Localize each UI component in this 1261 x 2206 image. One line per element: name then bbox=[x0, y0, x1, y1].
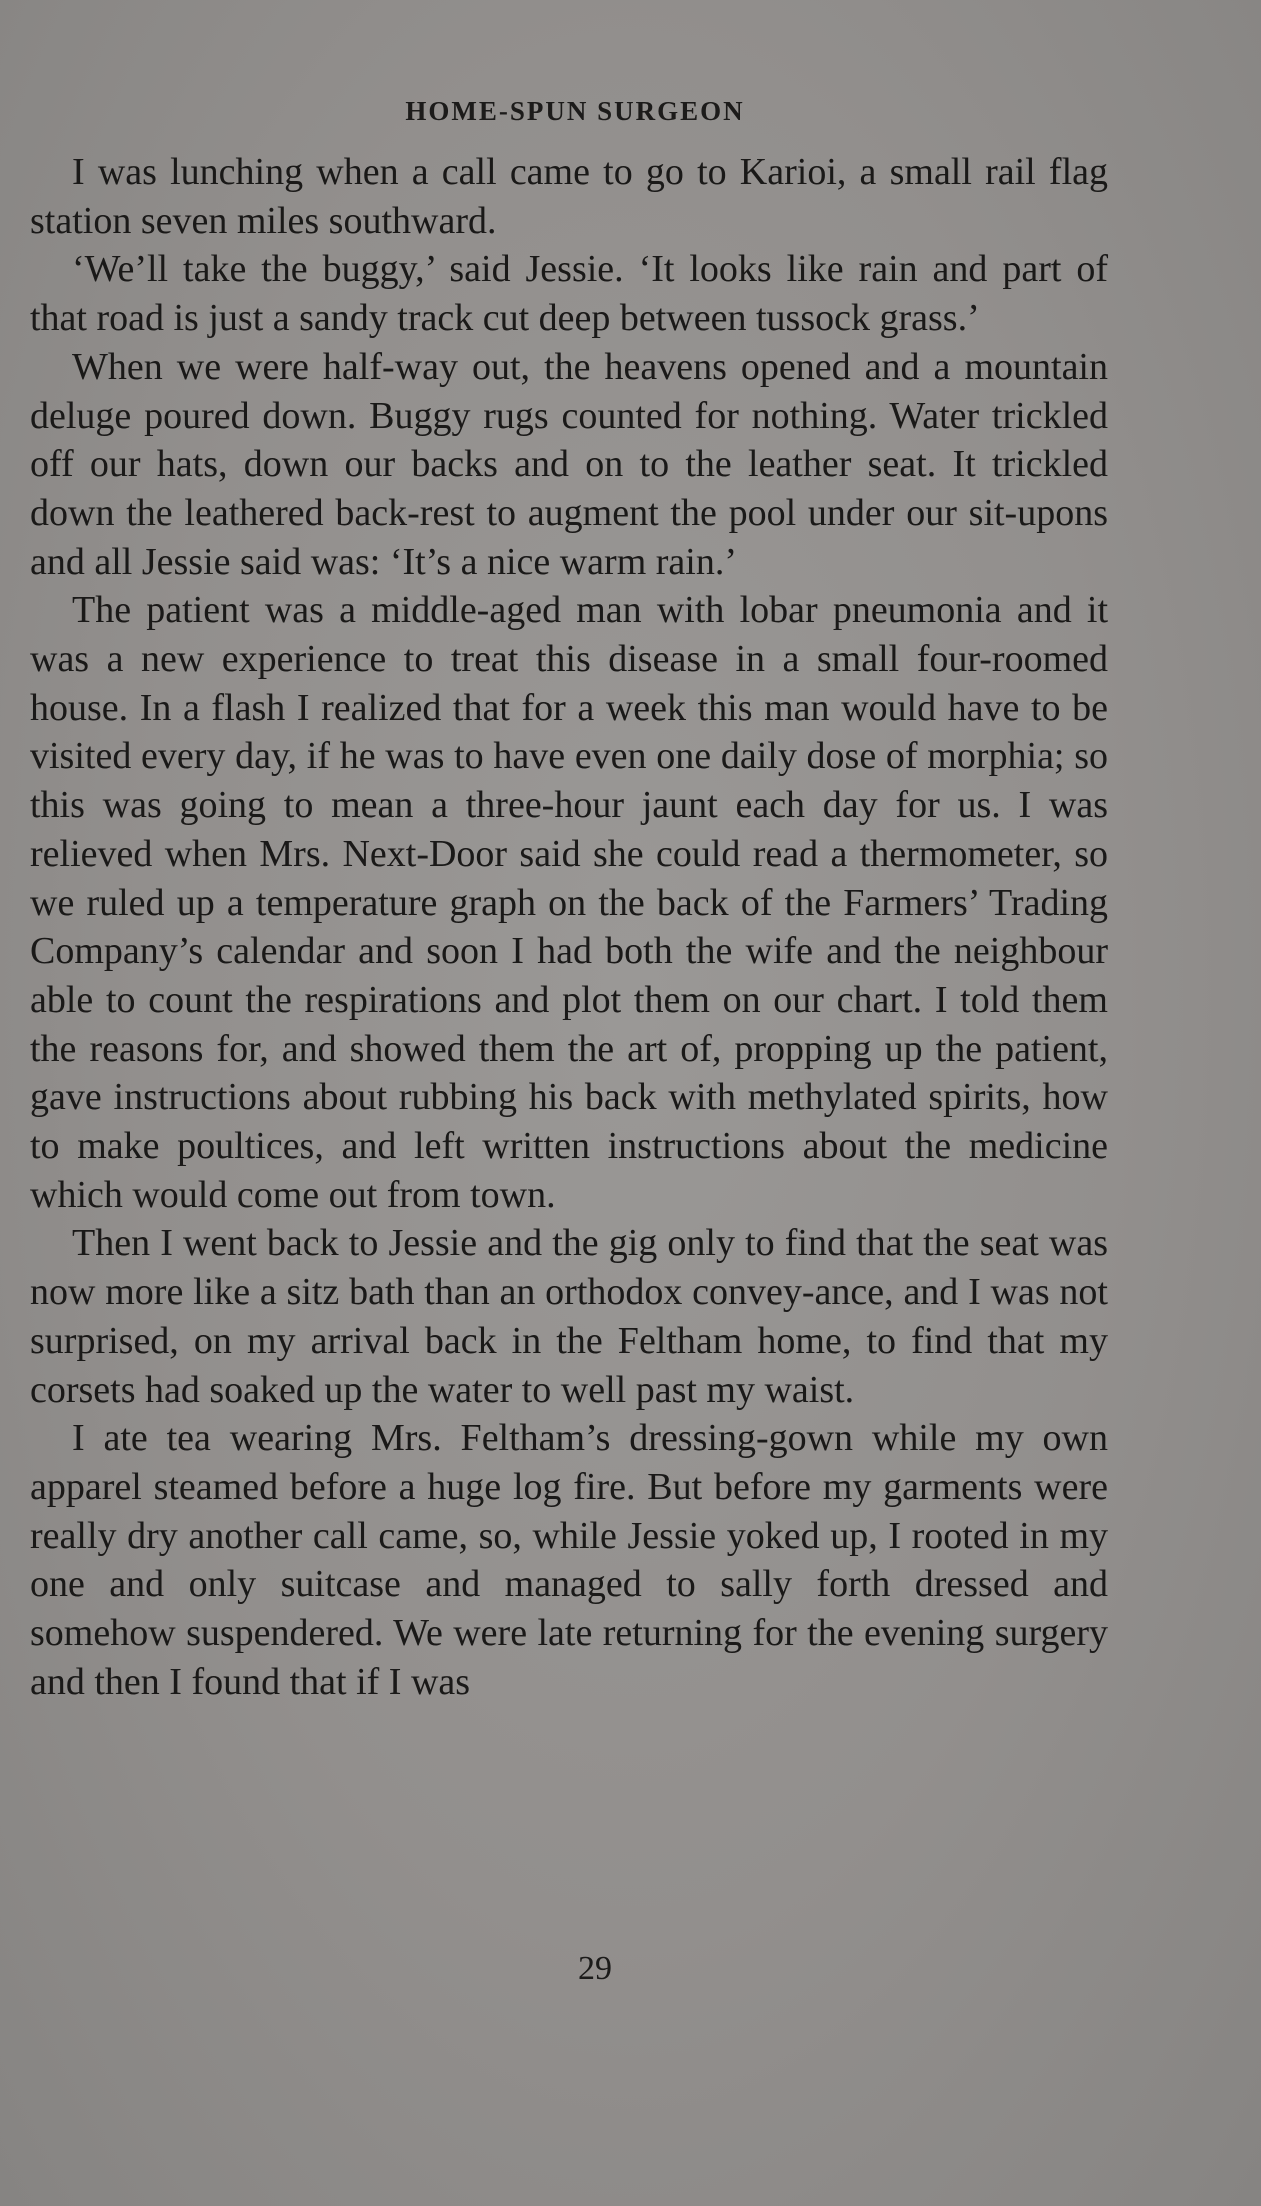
paragraph: ‘We’ll take the buggy,’ said Jessie. ‘It looks like rain and part of that road is just a sandy track cut deep between tussock grass.’ bbox=[30, 248, 1108, 340]
page-number: 29 bbox=[578, 1950, 612, 1987]
paragraph: Then I went back to Jessie and the gig only to find that the seat was now more like a sitz bath than an orthodox convey-ance, and I was not surprised, on my arrival back in the Feltham home, to find that my corsets had soaked up the water to well past my waist. bbox=[30, 1222, 1108, 1411]
paragraph: The patient was a middle-aged man with lobar pneumonia and it was a new experience to treat this disease in a small four-roomed house. In a flash I realized that for a week this man would have to be visited every day, if he was to have even one daily dose of morphia; so this was going to mean a three-hour jaunt each day for us. I was relieved when Mrs. Next-Door said she could read a thermometer, so we ruled up a temperature graph on the back of the Farmers’ Trading Company’s calendar and soon I had both the wife and the neighbour able to count the respirations and plot them on our chart. I told them the reasons for, and showed them the art of, propping up the patient, gave instructions about rubbing his back with methylated spirits, how to make poultices, and left written instructions about the medicine which would come out from town. bbox=[30, 589, 1108, 1216]
paragraph: I ate tea wearing Mrs. Feltham’s dressing-gown while my own apparel steamed before a huge log fire. But before my garments were really dry another call came, so, while Jessie yoked up, I rooted in my one and only suitcase and managed to sally forth dressed and somehow suspendered. We were late returning for the evening surgery and then I found that if I was bbox=[30, 1417, 1108, 1703]
running-head: HOME-SPUN SURGEON bbox=[405, 96, 745, 126]
paragraph: When we were half-way out, the heavens opened and a mountain deluge poured down. Buggy rugs counted for nothing. Water trickled off our hats, down our backs and on to the leather seat. It trickled down the leathered back-rest to augment the pool under our sit-upons and all Jessie said was: ‘It’s a nice warm rain.’ bbox=[30, 345, 1108, 583]
paragraph: I was lunching when a call came to go to Karioi, a small rail flag station seven miles southward. bbox=[30, 151, 1108, 242]
body-text bbox=[30, 148, 1108, 1707]
